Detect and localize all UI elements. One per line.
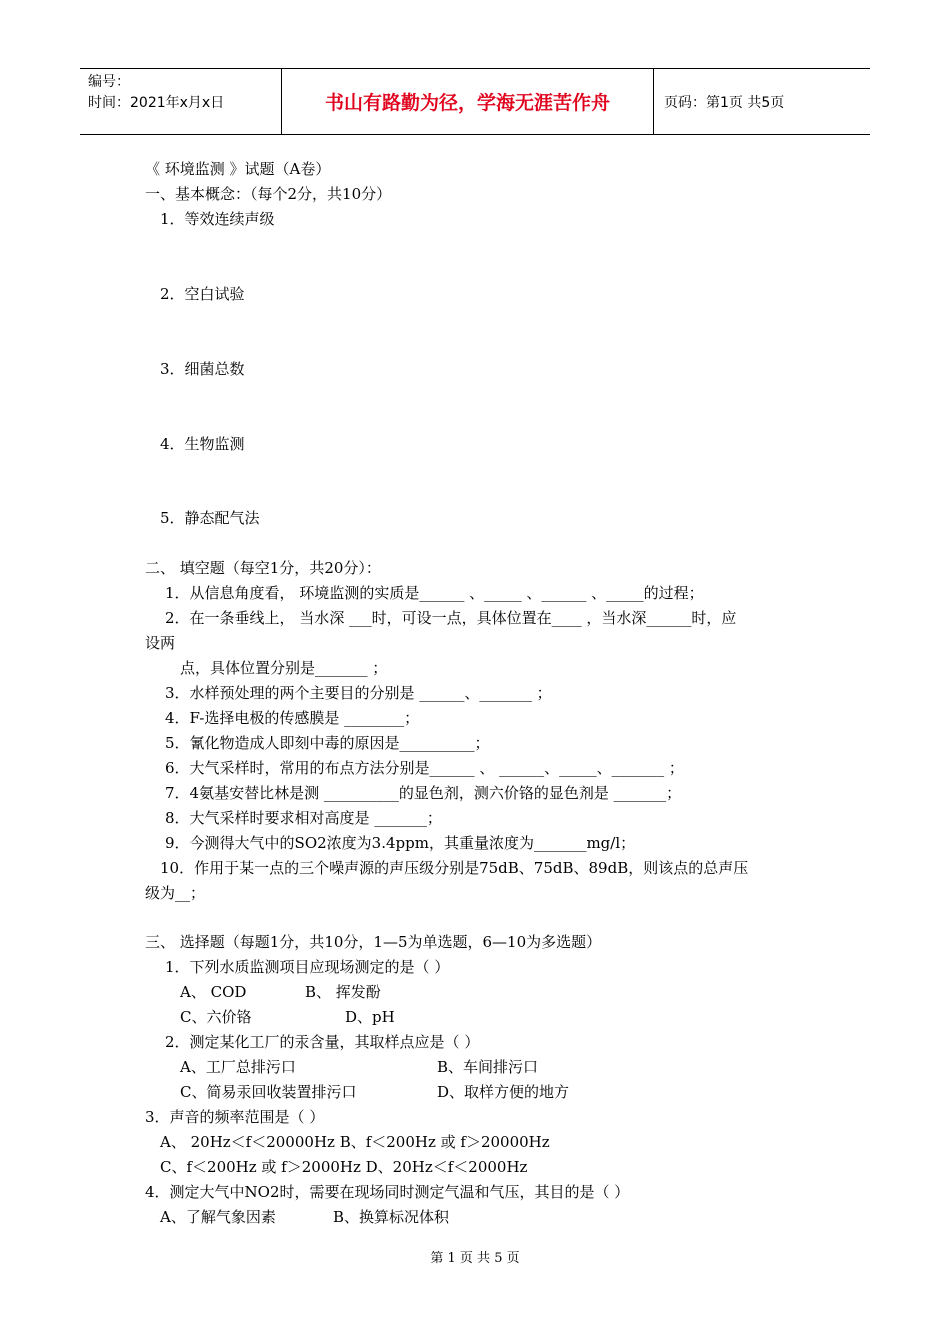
concept-item: 5．静态配气法 — [160, 509, 260, 527]
choice-option: D、取样方便的地方 — [437, 1083, 570, 1101]
choice-question: 2．测定某化工厂的汞含量，其取样点应是（ ） — [165, 1033, 480, 1051]
fill-line: 1．从信息角度看， 环境监测的实质是______ 、_____ 、______ 、_____的过程； — [165, 584, 704, 602]
choice-question: 3．声音的频率范围是（ ） — [145, 1108, 325, 1126]
fill-line: 10．作用于某一点的三个噪声源的声压级分别是75dB、75dB、89dB，则该点的总声压 — [160, 859, 749, 877]
choice-option: A、工厂总排污口 — [180, 1058, 296, 1076]
section3-heading: 三、 选择题（每题1分，共10分，1—5为单选题，6—10为多选题） — [145, 933, 602, 951]
concept-item: 2．空白试验 — [160, 285, 245, 303]
header-meta — [80, 69, 282, 134]
fill-line: 8．大气采样时要求相对高度是 _______； — [165, 809, 442, 827]
concept-item: 4．生物监测 — [160, 435, 245, 453]
page-footer: 第 1 页 共 5 页 — [430, 1251, 520, 1266]
time-label: 时间：2021年x月x日 — [88, 95, 225, 111]
fill-line: 2．在一条垂线上， 当水深 ___时，可设一点，具体位置在____ ，当水深______时，应 — [165, 609, 737, 627]
fill-line: 7．4氨基安替比林是测 __________的显色剂，测六价铬的显色剂是 _______； — [165, 784, 682, 802]
fill-line: 级为__； — [145, 884, 206, 902]
fill-line: 点，具体位置分别是_______ ； — [180, 659, 388, 677]
choice-option: C、简易汞回收装置排污口 — [180, 1083, 357, 1101]
choice-option: B、换算标况体积 — [333, 1208, 450, 1226]
fill-line: 4．F-选择电极的传感膜是 ________； — [165, 709, 420, 727]
header-motto: 书山有路勤为径，学海无涯苦作舟 — [282, 69, 654, 134]
choice-option: A、了解气象因素 — [160, 1208, 276, 1226]
choice-option: C、六价铬 — [180, 1008, 252, 1026]
concept-item: 3．细菌总数 — [160, 360, 245, 378]
exam-title: 《 环境监测 》试题（A卷） — [145, 160, 331, 178]
number-label: 编号： — [88, 74, 130, 90]
choice-question: 1．下列水质监测项目应现场测定的是（ ） — [165, 958, 450, 976]
fill-line: 3．水样预处理的两个主要目的分别是 ______、_______ ； — [165, 684, 552, 702]
choice-option: C、f＜200Hz 或 f＞2000Hz D、20Hz＜f＜2000Hz — [160, 1158, 528, 1176]
page-header — [80, 68, 870, 135]
choice-option: A、 20Hz＜f＜20000Hz B、f＜200Hz 或 f＞20000Hz — [160, 1133, 550, 1151]
choice-option: A、 COD — [180, 983, 247, 1001]
section2-heading: 二、 填空题（每空1分，共20分）： — [145, 559, 381, 577]
choice-option: B、车间排污口 — [437, 1058, 539, 1076]
concept-item: 1．等效连续声级 — [160, 210, 275, 228]
section1-heading: 一、基本概念：（每个2分，共10分） — [145, 185, 392, 203]
choice-option: D、pH — [345, 1008, 395, 1026]
fill-line: 设两 — [145, 634, 176, 652]
fill-line: 9．今测得大气中的SO2浓度为3.4ppm，其重量浓度为_______mg/l； — [165, 834, 636, 852]
fill-line: 5．氰化物造成人即刻中毒的原因是__________； — [165, 734, 490, 752]
choice-question: 4．测定大气中NO2时，需要在现场同时测定气温和气压，其目的是（ ） — [145, 1183, 630, 1201]
fill-line: 6．大气采样时，常用的布点方法分别是______ 、 ______、_____、_______ ； — [165, 759, 684, 777]
choice-option: B、 挥发酚 — [305, 983, 381, 1001]
header-page-label: 页码：第1页 共5页 — [664, 94, 785, 111]
